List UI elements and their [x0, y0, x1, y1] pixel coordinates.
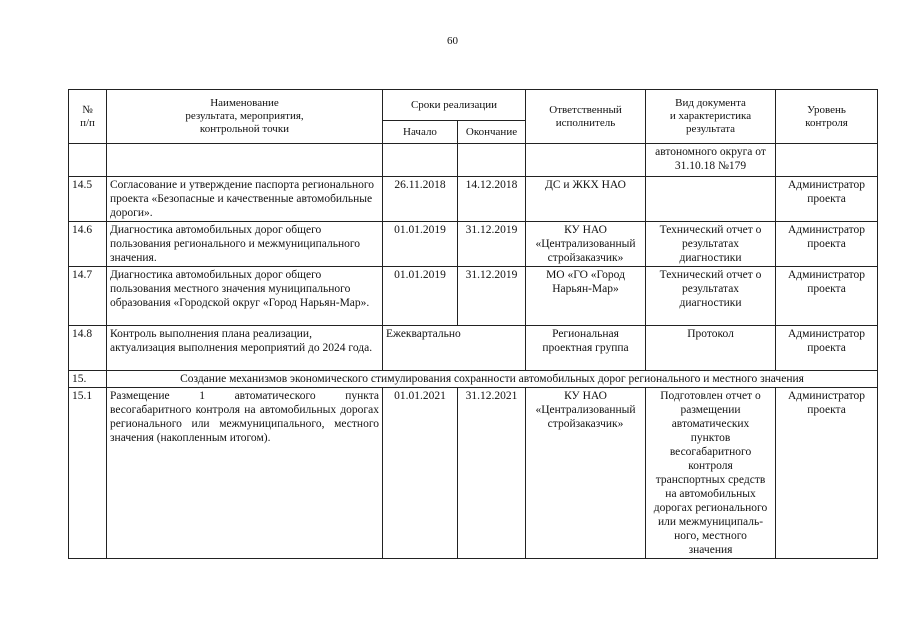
row-start: 01.01.2019: [383, 222, 458, 267]
cell: [383, 144, 458, 177]
row-level: Администратор проекта: [776, 326, 878, 371]
row-end: 31.12.2019: [458, 222, 526, 267]
implementation-plan-table: [68, 89, 878, 559]
row-number: 15.1: [69, 388, 107, 559]
row-name: Согласование и утверждение паспорта регионального проекта «Безопасные и качественные автомобильные дороги».: [107, 177, 383, 222]
header-end: Окончание: [458, 121, 526, 144]
cell: [458, 144, 526, 177]
row-responsible: ДС и ЖКХ НАО: [526, 177, 646, 222]
cell: [776, 144, 878, 177]
row-responsible: КУ НАО «Централизованный стройзаказчик»: [526, 222, 646, 267]
row-number: 14.6: [69, 222, 107, 267]
header-num: № п/п: [69, 90, 107, 144]
row-level: Администратор проекта: [776, 177, 878, 222]
row-document: Технический отчет о результатах диагностики: [646, 222, 776, 267]
row-period: Ежеквартально: [383, 326, 526, 371]
section-number: 15.: [69, 371, 107, 388]
page-number: 60: [447, 35, 458, 47]
cell: [526, 144, 646, 177]
row-name: Диагностика автомобильных дорог общего пользования местного значения муниципального образования «Городской округ «Город Нарьян-Мар».: [107, 267, 383, 326]
cell: [107, 144, 383, 177]
row-level: Администратор проекта: [776, 222, 878, 267]
row-end: 31.12.2019: [458, 267, 526, 326]
header-responsible: Ответственный исполнитель: [526, 90, 646, 144]
row-start: 01.01.2021: [383, 388, 458, 559]
row-number: 14.8: [69, 326, 107, 371]
row-document: Подготовлен отчет о размещении автоматических пунктов весогабаритного контроля транспортных средств на автомобильных дорогах регионального или межмуниципаль- ного, местного значения: [646, 388, 776, 559]
table-row: [69, 222, 878, 267]
row-responsible: КУ НАО «Централизованный стройзаказчик»: [526, 388, 646, 559]
section-title: Создание механизмов экономического стимулирования сохранности автомобильных дорог регионального и местного значения: [107, 371, 878, 388]
header-document: Вид документа и характеристика результата: [646, 90, 776, 144]
row-name: Диагностика автомобильных дорог общего пользования регионального и межмуниципального значения.: [107, 222, 383, 267]
row-name: Контроль выполнения плана реализации, актуализация выполнения мероприятий до 2024 года.: [107, 326, 383, 371]
header-name: Наименование результата, мероприятия, контрольной точки: [107, 90, 383, 144]
table-row: [69, 177, 878, 222]
header-terms: Сроки реализации: [383, 90, 526, 121]
section-row: [69, 371, 878, 388]
row-end: 31.12.2021: [458, 388, 526, 559]
header-level: Уровень контроля: [776, 90, 878, 144]
row-number: 14.5: [69, 177, 107, 222]
row-document: Протокол: [646, 326, 776, 371]
row-name: Размещение 1 автоматического пункта весогабаритного контроля на автомобильных дорогах регионального или межмуниципального, местного значения (накопленным итогом).: [107, 388, 383, 559]
row-document: [646, 177, 776, 222]
cell: [69, 144, 107, 177]
row-responsible: МО «ГО «Город Нарьян-Мар»: [526, 267, 646, 326]
header-row: [69, 90, 878, 121]
row-number: 14.7: [69, 267, 107, 326]
row-responsible: Региональная проектная группа: [526, 326, 646, 371]
row-end: 14.12.2018: [458, 177, 526, 222]
document-cell: автономного округа от 31.10.18 №179: [646, 144, 776, 177]
row-level: Администратор проекта: [776, 267, 878, 326]
row-start: 01.01.2019: [383, 267, 458, 326]
row-document: Технический отчет о результатах диагностики: [646, 267, 776, 326]
table-row: [69, 267, 878, 326]
table-row-continuation: [69, 144, 878, 177]
row-start: 26.11.2018: [383, 177, 458, 222]
table-row: [69, 388, 878, 559]
table-row: [69, 326, 878, 371]
header-start: Начало: [383, 121, 458, 144]
row-level: Администратор проекта: [776, 388, 878, 559]
